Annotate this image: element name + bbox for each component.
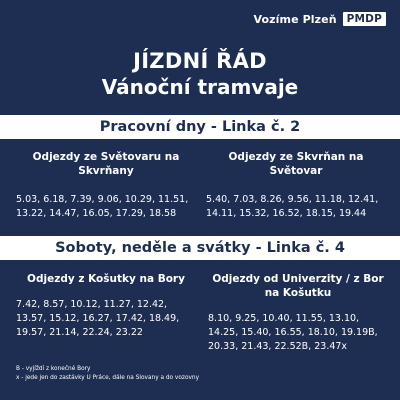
pmdp-logo: PMDP <box>343 12 386 26</box>
column-heading: Odjezdy ze Světovaru na Skvrňany <box>32 151 180 177</box>
timetable-column <box>206 150 386 221</box>
page-title: JÍZDNÍ ŘÁD <box>133 49 267 73</box>
column-heading: Odjezdy z Košutky na Bory <box>27 273 185 285</box>
departure-times: 5.03, 6.18, 7.39, 9.06, 10.29, 11.51, 13.22, 14.47, 16.05, 17.29, 18.58 <box>16 194 189 219</box>
column-heading: Odjezdy od Univerzity / z Bor na Košutku <box>212 273 384 299</box>
timetable-column <box>16 272 196 340</box>
section-heading-weekdays: Pracovní dny - Linka č. 2 <box>0 115 400 139</box>
page-subtitle: Vánoční tramvaje <box>101 75 299 99</box>
footnote: x - jede jen do zastávky U Práce, dále na Slovany a do vozovny <box>16 375 200 381</box>
timetable-column <box>16 150 196 221</box>
column-heading: Odjezdy ze Skvrňan na Světovar <box>228 151 364 177</box>
departure-times: 7.42, 8.57, 10.12, 11.27, 12.42, 13.57, 15.12, 16.27, 17.42, 18.49, 19.57, 21.14, 22.24, 23.22 <box>16 299 180 338</box>
timetable-column <box>208 272 388 354</box>
brand-slogan: Vozíme Plzeň <box>253 12 337 26</box>
section-heading-weekends: Soboty, neděle a svátky - Linka č. 4 <box>0 236 400 260</box>
departure-times: 5.40, 7.03, 8.26, 9.56, 11.18, 12.41, 14.11, 15.32, 16.52, 18.15, 19.44 <box>206 194 379 219</box>
title-block <box>0 48 400 100</box>
departure-times: 8.10, 9.25, 10.40, 11.55, 13.10, 14.25, 15.40, 16.55, 18.10, 19.19B, 20.33, 21.43, 22.52B, 23.47x <box>208 313 378 352</box>
footnotes <box>16 365 199 383</box>
brand <box>254 12 386 26</box>
footnote: B - vyjíždí z konečné Bory <box>16 366 91 372</box>
